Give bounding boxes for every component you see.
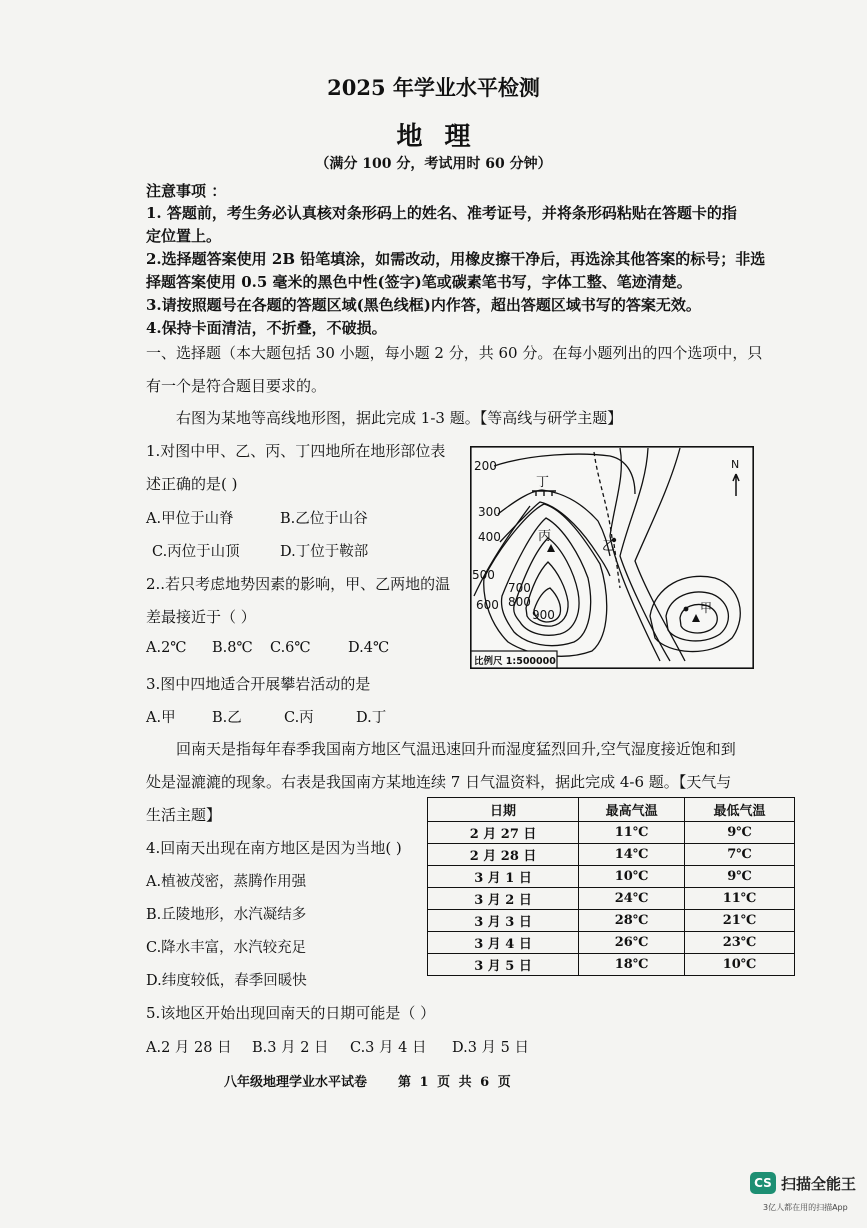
footer-page-number: 第 1 页 共 6 页 bbox=[398, 1075, 511, 1090]
q1-stem: 1.对图中甲、乙、丙、丁四地所在地形部位表 bbox=[146, 442, 446, 460]
q1-stem: 述正确的是( ) bbox=[146, 475, 238, 493]
notice-item: 3.请按照题号在各题的答题区域(黑色线框)内作答，超出答题区域书写的答案无效。 bbox=[146, 296, 701, 314]
table-cell-min: 7℃ bbox=[685, 844, 795, 866]
group1-intro: 右图为某地等高线地形图，据此完成 1-3 题。【等高线与研学主题】 bbox=[176, 409, 623, 427]
q2-stem: 2..若只考虑地势因素的影响，甲、乙两地的温 bbox=[146, 575, 451, 593]
q1-option-d: D.丁位于鞍部 bbox=[280, 544, 369, 560]
label-yi: 乙 bbox=[602, 539, 616, 554]
q4-stem: 4.回南天出现在南方地区是因为当地( ) bbox=[146, 839, 402, 857]
q4-option-c: C.降水丰富，水汽较充足 bbox=[146, 940, 307, 956]
label-400: 400 bbox=[478, 530, 501, 544]
q4-option-b: B.丘陵地形，水汽凝结多 bbox=[146, 907, 307, 923]
label-500: 500 bbox=[472, 568, 495, 582]
table-cell-date: 3 月 4 日 bbox=[428, 932, 579, 954]
q3-option-c: C.丙 bbox=[284, 710, 314, 726]
table-cell-min: 10℃ bbox=[685, 954, 795, 976]
q1-option-a: A.甲位于山脊 bbox=[146, 511, 234, 527]
table-cell-min: 21℃ bbox=[685, 910, 795, 932]
q2-option-b: B.8℃ bbox=[212, 640, 253, 656]
notice-item: 2.选择题答案使用 2B 铅笔填涂，如需改动，用橡皮擦干净后，再选涂其他答案的标号；非选 bbox=[146, 250, 766, 268]
q5-option-d: D.3 月 5 日 bbox=[452, 1040, 529, 1056]
table-cell-max: 28℃ bbox=[579, 910, 685, 932]
label-jia: 甲 bbox=[700, 601, 713, 615]
label-900: 900 bbox=[532, 608, 555, 622]
table-cell-max: 24℃ bbox=[579, 888, 685, 910]
ding-mark bbox=[532, 491, 556, 496]
jia-dot bbox=[684, 607, 689, 612]
scanner-tagline: 3亿人都在用的扫描App bbox=[763, 1203, 848, 1212]
q5-option-a: A.2 月 28 日 bbox=[146, 1040, 232, 1056]
section-intro: 一、选择题（本大题包括 30 小题，每小题 2 分，共 60 分。在每小题列出的四个选项中，只 bbox=[146, 344, 763, 362]
group2-intro: 回南天是指每年春季我国南方地区气温迅速回升而湿度猛烈回升,空气湿度接近饱和到 bbox=[176, 740, 736, 758]
table-header-min: 最低气温 bbox=[685, 798, 795, 822]
notice-heading: 注意事项 ： bbox=[146, 182, 227, 200]
subject-title: 地理 bbox=[396, 122, 493, 152]
q2-stem: 差最接近于（ ） bbox=[146, 608, 256, 626]
notice-item: 定位置上。 bbox=[146, 227, 222, 245]
table-cell-date: 2 月 28 日 bbox=[428, 844, 579, 866]
group2-intro: 生活主题】 bbox=[146, 806, 222, 824]
notice-item: 择题答案使用 0.5 毫米的黑色中性(签字)笔或碳素笔书写，字体工整、笔迹清楚。 bbox=[146, 273, 692, 291]
q5-option-c: C.3 月 4 日 bbox=[350, 1040, 427, 1056]
label-north: N bbox=[731, 458, 740, 471]
q5-stem: 5.该地区开始出现回南天的日期可能是（ ） bbox=[146, 1004, 436, 1022]
q4-option-d: D.纬度较低，春季回暖快 bbox=[146, 973, 307, 989]
q1-option-b: B.乙位于山谷 bbox=[280, 511, 368, 527]
score-note: （满分 100 分，考试用时 60 分钟） bbox=[315, 156, 552, 172]
q2-option-a: A.2℃ bbox=[146, 640, 187, 656]
table-row bbox=[428, 888, 795, 910]
table-cell-max: 10℃ bbox=[579, 866, 685, 888]
table-cell-date: 3 月 2 日 bbox=[428, 888, 579, 910]
label-600: 600 bbox=[476, 598, 499, 612]
q1-option-c: C.丙位于山顶 bbox=[152, 544, 240, 560]
table-header-date: 日期 bbox=[428, 798, 579, 822]
label-800: 800 bbox=[508, 595, 531, 609]
table-row bbox=[428, 910, 795, 932]
label-bing: 丙 bbox=[538, 529, 552, 544]
q3-option-b: B.乙 bbox=[212, 710, 242, 726]
q2-option-d: D.4℃ bbox=[348, 640, 390, 656]
q5-option-b: B.3 月 2 日 bbox=[252, 1040, 329, 1056]
table-cell-max: 18℃ bbox=[579, 954, 685, 976]
q3-option-a: A.甲 bbox=[146, 710, 176, 726]
table-cell-max: 11℃ bbox=[579, 822, 685, 844]
table-cell-min: 23℃ bbox=[685, 932, 795, 954]
table-cell-min: 11℃ bbox=[685, 888, 795, 910]
label-300: 300 bbox=[478, 505, 501, 519]
label-200: 200 bbox=[474, 459, 497, 473]
table-cell-date: 2 月 27 日 bbox=[428, 822, 579, 844]
group2-intro: 处是湿漉漉的现象。右表是我国南方某地连续 7 日气温资料，据此完成 4-6 题。【天气与 bbox=[146, 773, 732, 791]
temperature-table bbox=[427, 797, 795, 976]
table-row bbox=[428, 844, 795, 866]
table-cell-date: 3 月 3 日 bbox=[428, 910, 579, 932]
q2-option-c: C.6℃ bbox=[270, 640, 311, 656]
q4-option-a: A.植被茂密，蒸腾作用强 bbox=[146, 874, 307, 890]
scanner-logo-icon: CS bbox=[750, 1172, 776, 1194]
section-intro: 有一个是符合题目要求的。 bbox=[146, 377, 327, 395]
contour-map bbox=[470, 446, 754, 669]
table-cell-min: 9℃ bbox=[685, 866, 795, 888]
table-header-row bbox=[428, 798, 795, 822]
notice-item: 4.保持卡面清洁，不折叠，不破损。 bbox=[146, 319, 387, 337]
page-title: 2025 年学业水平检测 bbox=[327, 75, 540, 100]
notice-item: 1. 答题前，考生务必认真核对条形码上的姓名、准考证号，并将条形码粘贴在答题卡的指 bbox=[146, 204, 737, 222]
map-scale: 比例尺 1:500000 bbox=[474, 656, 556, 667]
table-cell-date: 3 月 1 日 bbox=[428, 866, 579, 888]
footer-paper-name: 八年级地理学业水平试卷 bbox=[224, 1075, 368, 1090]
table-cell-min: 9℃ bbox=[685, 822, 795, 844]
table-cell-max: 26℃ bbox=[579, 932, 685, 954]
table-row bbox=[428, 954, 795, 976]
scanner-app-name: 扫描全能王 bbox=[781, 1175, 857, 1193]
q3-stem: 3.图中四地适合开展攀岩活动的是 bbox=[146, 675, 371, 693]
table-row bbox=[428, 866, 795, 888]
label-ding: 丁 bbox=[536, 475, 550, 490]
label-700: 700 bbox=[508, 581, 531, 595]
table-row bbox=[428, 822, 795, 844]
q3-option-d: D.丁 bbox=[356, 710, 387, 726]
table-cell-date: 3 月 5 日 bbox=[428, 954, 579, 976]
table-header-max: 最高气温 bbox=[579, 798, 685, 822]
table-cell-max: 14℃ bbox=[579, 844, 685, 866]
table-row bbox=[428, 932, 795, 954]
